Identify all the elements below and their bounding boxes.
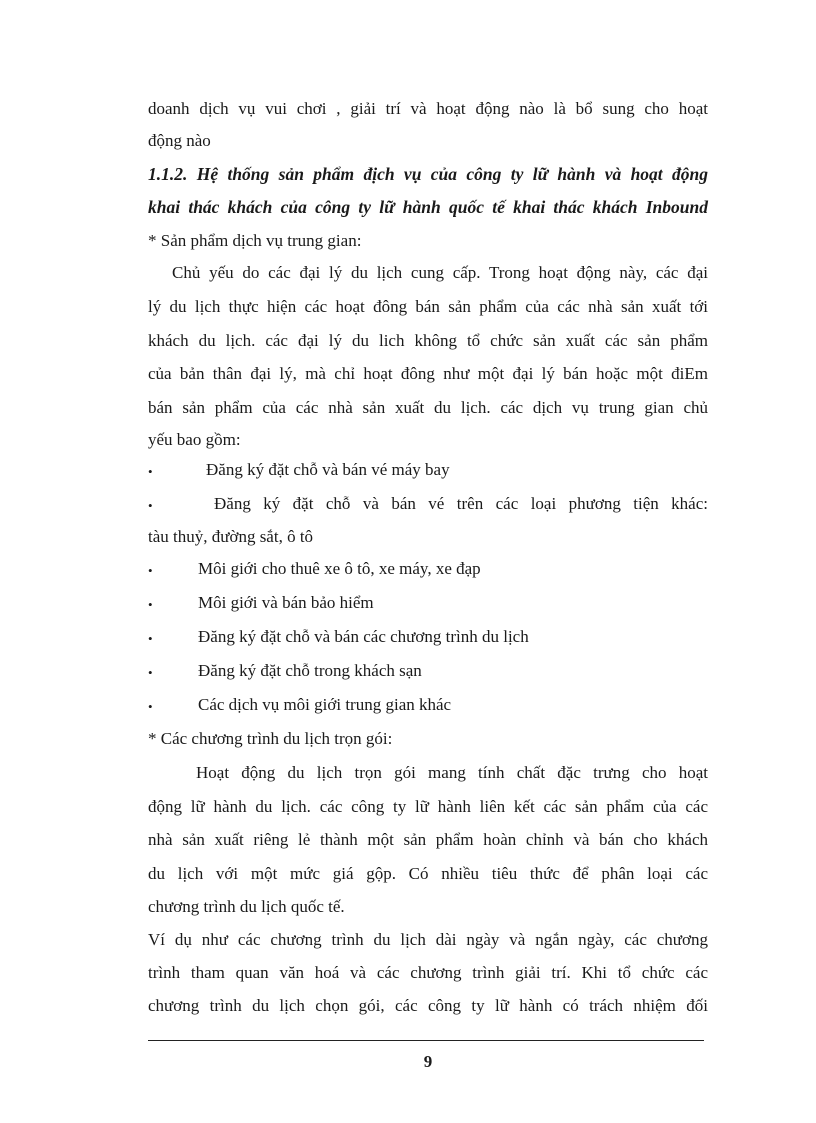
body-text-line: yếu bao gồm: [148, 430, 241, 449]
bullet-icon: • [148, 699, 153, 714]
list-item: Đăng ký đặt chỗ và bán vé máy bay [206, 460, 450, 479]
body-text-line: động nào [148, 131, 211, 150]
section-heading: 1.1.2. Hệ thống sản phẩm địch vụ của công ty lữ hành và hoạt động [148, 164, 708, 184]
bullet-icon: • [148, 563, 153, 578]
list-item: Đăng ký đặt chỗ trong khách sạn [198, 661, 422, 680]
bullet-icon: • [148, 464, 153, 479]
body-text-line: bán sản phẩm của các nhà sản xuất du lịch. các dịch vụ trung gian chủ [148, 398, 708, 417]
list-item: Các dịch vụ môi giới trung gian khác [198, 695, 452, 714]
body-text-line: chương trình du lịch quốc tế. [148, 897, 345, 916]
body-text-line: chương trình du lịch chọn gói, các công ty lữ hành có trách nhiệm đối [148, 996, 708, 1015]
list-item: Đăng ký đặt chỗ và bán các chương trình du lịch [198, 627, 529, 646]
body-text-line: Hoạt động du lịch trọn gói mang tính chất đặc trưng cho hoạt [196, 763, 708, 782]
body-text-line: du lịch với một mức giá gộp. Có nhiều tiêu thức để phân loại các [148, 864, 708, 883]
body-text-line: Chủ yếu do các đại lý du lịch cung cấp. Trong hoạt động này, các đại [172, 263, 708, 282]
body-text-line: Ví dụ như các chương trình du lịch dài ngày và ngắn ngày, các chương [148, 930, 708, 949]
list-item-continuation: tàu thuỷ, đường sắt, ô tô [148, 527, 314, 546]
bullet-icon: • [148, 631, 153, 646]
body-text-line: động lữ hành du lịch. các công ty lữ hành liên kết các sản phẩm của các [148, 797, 708, 816]
list-item: Môi giới cho thuê xe ô tô, xe máy, xe đạp [198, 559, 481, 578]
subheading-intermediary-services: * Sản phẩm dịch vụ trung gian: [148, 231, 362, 250]
body-text-line: nhà sản xuất riêng lẻ thành một sản phẩm hoàn chỉnh và bán cho khách [148, 830, 708, 849]
page-number: 9 [423, 1052, 433, 1071]
bullet-icon: • [148, 498, 153, 513]
list-item: Môi giới và bán bảo hiểm [198, 593, 374, 612]
footer-rule [148, 1040, 704, 1041]
body-text-line: doanh dịch vụ vui chơi , giải trí và hoạt động nào là bổ sung cho hoạt [148, 99, 708, 118]
body-text-line: lý du lịch thực hiện các hoạt đông bán sản phẩm của các nhà sản xuất tới [148, 297, 708, 316]
bullet-icon: • [148, 665, 153, 680]
list-item: Đăng ký đặt chỗ và bán vé trên các loại phương tiện khác: [214, 494, 708, 513]
bullet-icon: • [148, 597, 153, 612]
section-heading: khai thác khách của công ty lữ hành quốc tế khai thác khách Inbound [148, 197, 708, 217]
subheading-package-tours: * Các chương trình du lịch trọn gói: [148, 729, 393, 748]
body-text-line: của bản thân đại lý, mà chỉ hoạt đông như một đại lý bán hoặc một điEm [148, 364, 708, 383]
body-text-line: trình tham quan văn hoá và các chương trình giải trí. Khi tổ chức các [148, 963, 708, 982]
body-text-line: khách du lịch. các đại lý du lich không tổ chức sản xuất các sản phẩm [148, 331, 708, 350]
